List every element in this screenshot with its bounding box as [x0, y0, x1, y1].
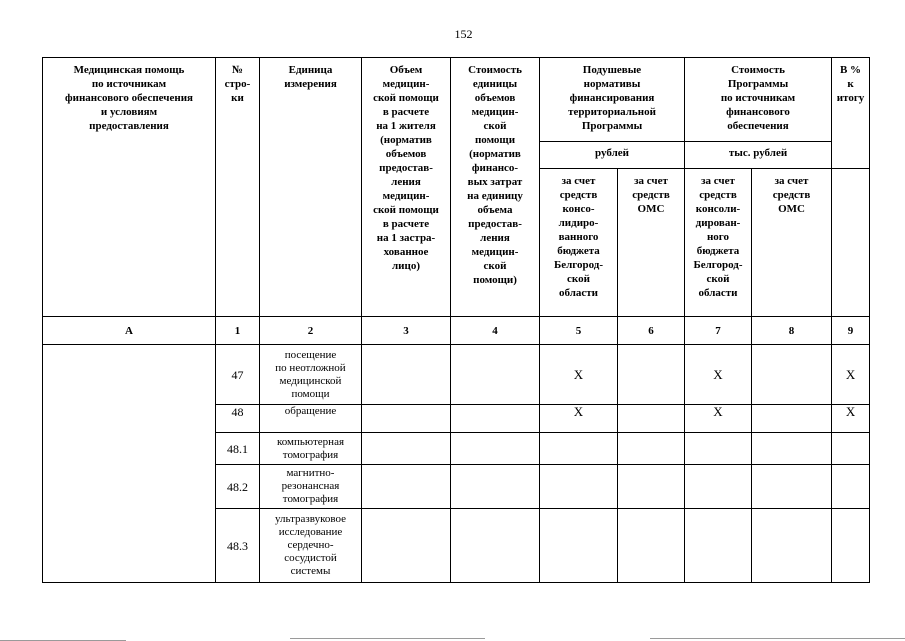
unit-cost-cell — [451, 465, 540, 509]
col-5-cell: X — [540, 405, 618, 433]
col-8-cell — [752, 345, 832, 405]
index-cell: 9 — [832, 317, 870, 345]
col-7-cell — [685, 433, 752, 465]
volume-cell — [362, 465, 451, 509]
header-col-6-oms: за счет средств ОМС — [618, 169, 685, 317]
col-5-cell — [540, 433, 618, 465]
header-unit-rubles: рублей — [540, 142, 685, 169]
volume-cell — [362, 433, 451, 465]
unit-cell: посещение по неотложной медицинской помощи — [260, 345, 362, 405]
header-unit-cost: Стоимость единицы объемов медицин- ской помощи (норматив финансо- вых затрат на единицу объема предостав- ления медицин- ской помощи) — [451, 58, 540, 317]
col-8-cell — [752, 509, 832, 583]
column-index-row — [43, 317, 870, 345]
header-volume: Объем медицин- ской помощи в расчете на 1 жителя (норматив объемов предостав- ления медицин- ской помощи в расчете на 1 застра- хованное лицо) — [362, 58, 451, 317]
header-program-cost: Стоимость Программы по источникам финансового обеспечения — [685, 58, 832, 142]
col-9-cell — [832, 465, 870, 509]
header-col-8-oms: за счет средств ОМС — [752, 169, 832, 317]
row-number: 47 — [216, 345, 260, 405]
header-percent-total: В % к итогу — [832, 58, 870, 169]
header-col-9-empty — [832, 169, 870, 317]
col-6-cell — [618, 509, 685, 583]
row-number: 48 — [216, 405, 260, 433]
header-col-5-regional-budget: за счет средств консо- лидиро- ванного бюджета Белгород- ской области — [540, 169, 618, 317]
col-8-cell — [752, 433, 832, 465]
unit-cost-cell — [451, 345, 540, 405]
index-cell: 2 — [260, 317, 362, 345]
index-cell: 6 — [618, 317, 685, 345]
col-6-cell — [618, 405, 685, 433]
col-9-cell — [832, 509, 870, 583]
financing-table — [42, 57, 870, 583]
col-8-cell — [752, 465, 832, 509]
col-7-cell — [685, 465, 752, 509]
volume-cell — [362, 345, 451, 405]
header-unit: Единица измерения — [260, 58, 362, 317]
col-7-cell — [685, 509, 752, 583]
page-number: 152 — [454, 27, 473, 41]
col-5-cell — [540, 465, 618, 509]
col-6-cell — [618, 465, 685, 509]
index-cell: 4 — [451, 317, 540, 345]
unit-cost-cell — [451, 405, 540, 433]
row-number: 48.1 — [216, 433, 260, 465]
col-8-cell — [752, 405, 832, 433]
unit-cost-cell — [451, 509, 540, 583]
scan-edge-line — [650, 638, 905, 639]
header-col-7-regional-budget: за счет средств консоли- дирован- ного бюджета Белгород- ской области — [685, 169, 752, 317]
col-7-cell: X — [685, 405, 752, 433]
row-number: 48.3 — [216, 509, 260, 583]
header-per-capita-norms: Подушевые нормативы финансирования территориальной Программы — [540, 58, 685, 142]
unit-cell: ультразвуковое исследование сердечно- сосудистой системы — [260, 509, 362, 583]
col-5-cell — [540, 509, 618, 583]
volume-cell — [362, 405, 451, 433]
col-9-cell: X — [832, 405, 870, 433]
header-medical-care: Медицинская помощь по источникам финансового обеспечения и условиям предоставления — [43, 58, 216, 317]
index-cell: 8 — [752, 317, 832, 345]
header-row-number: № стро- ки — [216, 58, 260, 317]
table-row — [43, 345, 870, 405]
header-unit-thousand-rubles: тыс. рублей — [685, 142, 832, 169]
care-type-cell — [43, 345, 216, 583]
col-6-cell — [618, 433, 685, 465]
volume-cell — [362, 509, 451, 583]
unit-cell: компьютерная томография — [260, 433, 362, 465]
index-cell: 7 — [685, 317, 752, 345]
col-9-cell — [832, 433, 870, 465]
index-cell: А — [43, 317, 216, 345]
unit-cell: магнитно- резонансная томография — [260, 465, 362, 509]
row-number: 48.2 — [216, 465, 260, 509]
unit-cost-cell — [451, 433, 540, 465]
col-9-cell: X — [832, 345, 870, 405]
index-cell: 1 — [216, 317, 260, 345]
index-cell: 5 — [540, 317, 618, 345]
unit-cell: обращение — [260, 405, 362, 433]
col-7-cell: X — [685, 345, 752, 405]
scan-edge-line — [290, 638, 485, 639]
col-6-cell — [618, 345, 685, 405]
index-cell: 3 — [362, 317, 451, 345]
header-row-1 — [43, 58, 870, 142]
col-5-cell: X — [540, 345, 618, 405]
